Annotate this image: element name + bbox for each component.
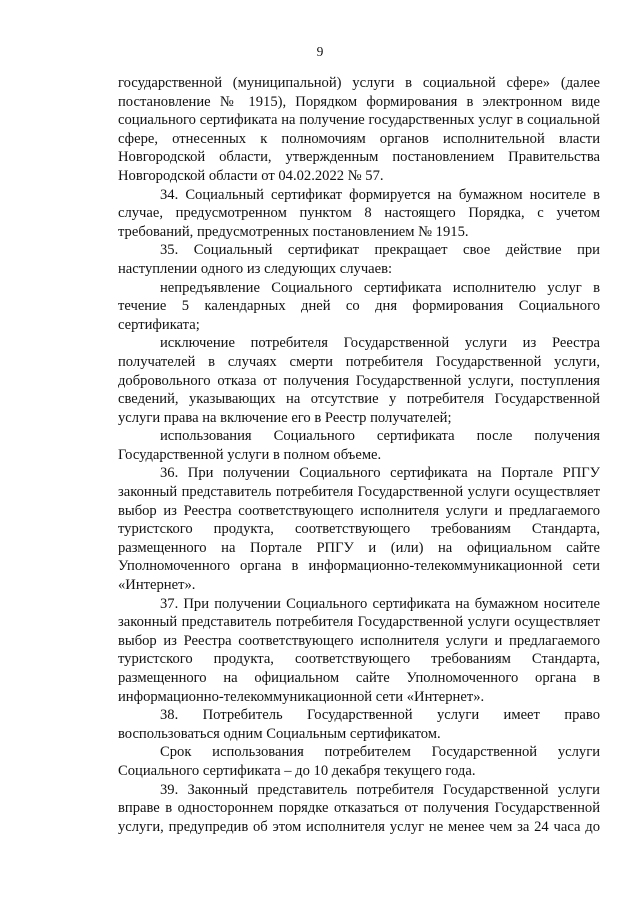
page-number: 9 — [316, 44, 324, 59]
paragraph-continuation: государственной (муниципальной) услуги в социальной сфере» (далее постановление № 1915), Порядком формирования в электронном виде социального сертификата на получение государственных услуг в социальной сфере, отнесенных к полномочиям органов исполнительной власти Новгородской области, утвержденным постановлением Правительства Новгородской области от 04.02.2022 № 57. — [118, 75, 600, 184]
paragraph-37: 37. При получении Социального сертификата на бумажном носителе законный представитель потребителя Государственной услуги осуществляет выбор из Реестра соответствующего исполнителя услуги и предлагаемого туристского продукта, соответствующего требованиям Стандарта, размещенного на официальном сайте Уполномоченного органа в информационно-телекоммуникационной сети «Интернет». — [118, 595, 600, 705]
paragraph-39: 39. Законный представитель потребителя Государственной услуги вправе в одностороннем порядке отказаться от получения Государственной услуги, предупредив об этом исполнителя услуг не менее чем за 24 часа до — [118, 781, 600, 835]
paragraph-36: 36. При получении Социального сертификата на Портале РПГУ законный представитель потребителя Государственной услуги осуществляет выбор из Реестра соответствующего исполнителя услуги и предлагаемого туристского продукта, соответствующего требованиям Стандарта, размещенного на Портале РПГУ и (или) на официальном сайте Уполномоченного органа в информационно-телекоммуникационной сети «Интернет». — [118, 465, 600, 594]
paragraph-34: 34. Социальный сертификат формируется на бумажном носителе в случае, предусмотренном пунктом 8 настоящего Порядка, с учетом требований, предусмотренных постановлением № 1915. — [118, 186, 600, 240]
paragraph-35-case-3: использования Социального сертификата после получения Государственной услуги в полном объеме. — [118, 428, 600, 463]
paragraph-35-case-2: исключение потребителя Государственной услуги из Реестра получателей в случаях смерти потребителя Государственной услуги, добровольного отказа от получения Государственной услуги, поступления сведений, указывающих на отсутствие у потребителя Государственной услуги права на включение его в Реестр получателей; — [118, 335, 600, 426]
paragraph-38-term: Срок использования потребителем Государственной услуги Социального сертификата – до 10 декабря текущего года. — [118, 744, 600, 779]
paragraph-35: 35. Социальный сертификат прекращает свое действие при наступлении одного из следующих случаев: — [118, 242, 600, 277]
document-body — [118, 74, 600, 836]
paragraph-35-case-1: непредъявление Социального сертификата исполнителю услуг в течение 5 календарных дней со дня формирования Социального сертификата; — [118, 279, 600, 333]
paragraph-38: 38. Потребитель Государственной услуги имеет право воспользоваться одним Социальным сертификатом. — [118, 707, 600, 742]
